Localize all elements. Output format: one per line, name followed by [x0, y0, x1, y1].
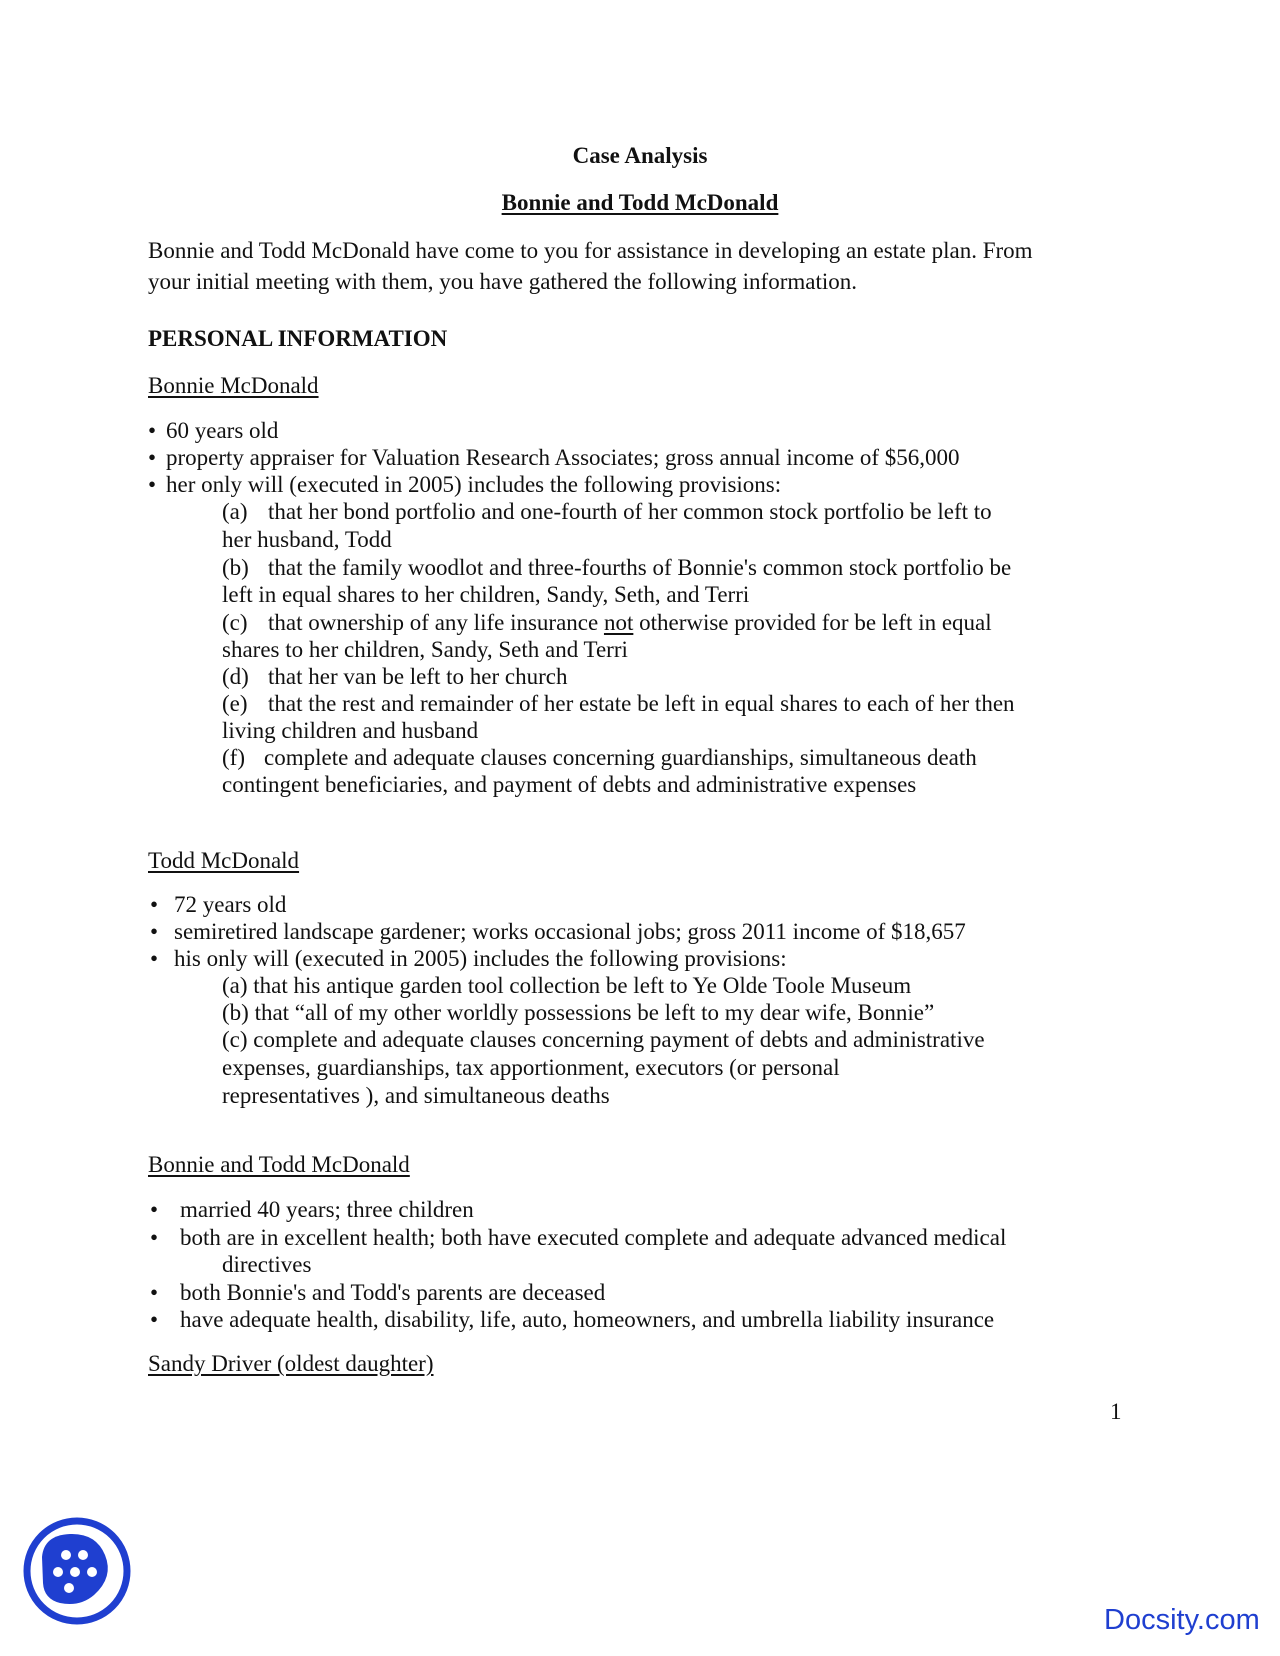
bullet-icon: •: [150, 1225, 159, 1250]
provision-text: that ownership of any life insurance: [268, 610, 599, 635]
bullet-text: property appraiser for Valuation Research Associates; gross annual income of $56,000: [166, 445, 960, 470]
bullet-icon: •: [148, 418, 157, 443]
bonnie-heading: Bonnie McDonald: [148, 373, 319, 398]
page-number: 1: [1110, 1399, 1122, 1424]
provision-text: that the rest and remainder of her estate be left in equal shares to each of her then: [268, 691, 1015, 716]
intro-line-1: Bonnie and Todd McDonald have come to you for assistance in developing an estate plan. From: [148, 238, 1033, 263]
provision-tag: (c): [222, 610, 248, 635]
bullet-text: have adequate health, disability, life, auto, homeowners, and umbrella liability insurance: [180, 1307, 995, 1332]
bullet-text: 60 years old: [166, 418, 279, 443]
todd-provision-c: (c) complete and adequate clauses concerning payment of debts and administrative: [222, 1027, 985, 1052]
bonnie-bullet-will: [148, 471, 781, 499]
todd-provision-b: (b) that “all of my other worldly possessions be left to my dear wife, Bonnie”: [222, 1000, 935, 1025]
intro-line-2: your initial meeting with them, you have gathered the following information.: [148, 269, 858, 294]
bonnie-provision-d: [222, 663, 568, 691]
provision-emphasis: not: [603, 610, 634, 635]
bonnie-provision-f: [222, 744, 977, 772]
bullet-text: her only will (executed in 2005) includes the following provisions:: [166, 472, 782, 497]
bonnie-bullet-age: [148, 417, 278, 445]
bullet-icon: •: [148, 472, 157, 497]
todd-bullet-occupation: [150, 918, 966, 946]
provision-text: that her bond portfolio and one-fourth of her common stock portfolio be left to: [268, 499, 992, 524]
bonnie-provision-a-cont: her husband, Todd: [222, 527, 392, 552]
docsity-logo-icon: [22, 1515, 132, 1627]
bullet-icon: •: [150, 892, 159, 917]
todd-provision-c-cont: expenses, guardianships, tax apportionment, executors (or personal: [222, 1055, 840, 1080]
provision-tag: (b): [222, 555, 249, 580]
bonnie-provision-a: [222, 498, 992, 526]
provision-tag: (e): [222, 691, 248, 716]
bonnie-provision-b: [222, 554, 1011, 582]
bonnie-provision-f-cont: contingent beneficiaries, and payment of debts and administrative expenses: [222, 772, 917, 797]
bullet-text: both are in excellent health; both have executed complete and adequate advanced medical: [180, 1225, 1007, 1250]
bullet-icon: •: [150, 1197, 159, 1222]
couple-bullet-insurance: [150, 1306, 994, 1334]
bullet-icon: •: [150, 1280, 159, 1305]
provision-text: that the family woodlot and three-fourths of Bonnie's common stock portfolio be: [268, 555, 1012, 580]
couple-heading: Bonnie and Todd McDonald: [148, 1152, 410, 1177]
bullet-icon: •: [150, 946, 159, 971]
bonnie-provision-e-cont: living children and husband: [222, 718, 479, 743]
bullet-text: married 40 years; three children: [180, 1197, 474, 1222]
couple-bullet-health-cont: directives: [222, 1252, 312, 1277]
couple-bullet-health: [150, 1224, 1006, 1252]
provision-tag: (f): [222, 745, 245, 770]
bullet-text: 72 years old: [174, 892, 287, 917]
bonnie-bullet-occupation: [148, 444, 960, 472]
provision-tag: (a): [222, 499, 248, 524]
document-title: Case Analysis: [572, 143, 708, 168]
bonnie-provision-b-cont: left in equal shares to her children, Sandy, Seth, and Terri: [222, 582, 750, 607]
provision-text: that her van be left to her church: [268, 664, 568, 689]
bullet-icon: •: [150, 1307, 159, 1332]
bonnie-provision-c: [222, 609, 992, 637]
todd-provision-c-cont: representatives ), and simultaneous deaths: [222, 1083, 610, 1108]
footer-brand[interactable]: Docsity.com: [1104, 1604, 1260, 1636]
couple-bullet-parents: [150, 1279, 605, 1307]
bullet-text: his only will (executed in 2005) includes the following provisions:: [174, 946, 787, 971]
bullet-icon: •: [150, 919, 159, 944]
provision-tag: (d): [222, 664, 249, 689]
todd-bullet-will: [150, 945, 787, 973]
section-heading: PERSONAL INFORMATION: [148, 326, 448, 351]
document-subtitle: Bonnie and Todd McDonald: [501, 190, 779, 215]
bonnie-provision-c-cont: shares to her children, Sandy, Seth and Terri: [222, 637, 628, 662]
sandy-heading: Sandy Driver (oldest daughter): [148, 1351, 434, 1376]
provision-text: complete and adequate clauses concerning guardianships, simultaneous death: [264, 745, 977, 770]
todd-bullet-age: [150, 891, 286, 919]
bullet-text: both Bonnie's and Todd's parents are deceased: [180, 1280, 606, 1305]
bonnie-provision-e: [222, 690, 1015, 718]
todd-heading: Todd McDonald: [148, 848, 300, 873]
bullet-icon: •: [148, 445, 157, 470]
todd-provision-a: (a) that his antique garden tool collection be left to Ye Olde Toole Museum: [222, 973, 912, 998]
provision-text: otherwise provided for be left in equal: [639, 610, 992, 635]
couple-bullet-married: [150, 1196, 474, 1224]
bullet-text: semiretired landscape gardener; works occasional jobs; gross 2011 income of $18,657: [174, 919, 966, 944]
